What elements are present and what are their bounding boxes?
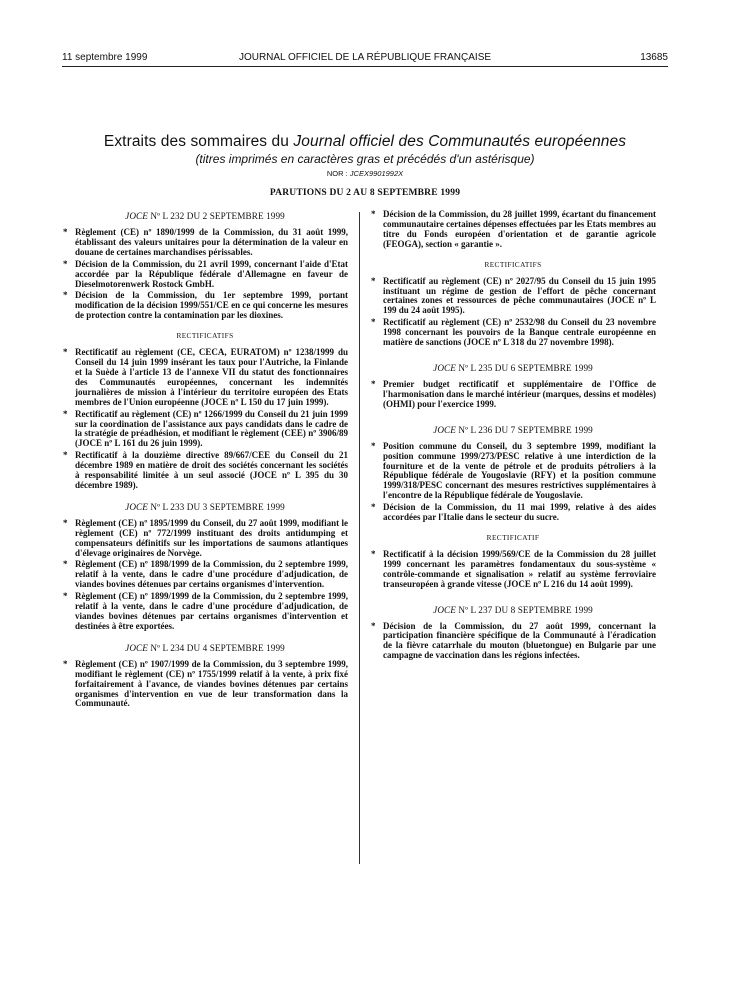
entry-text: Rectificatif au règlement (CE, CECA, EURATOM) nº 1238/1999 du Conseil du 14 juin 1999 insérant les taux pour l'Autriche, la Finlande et la Suède à l'article 13 de l'annexe VII du statut des fonctionnaires des Communautés européennes, concernant les indemnités journalières de mission à l'intérieur du territoire européen des Etats membres de l'Union européenne (JOCE nº L 150 du 17 juin 1999). bbox=[75, 347, 348, 407]
list-item bbox=[62, 410, 348, 450]
asterisk: * bbox=[371, 209, 376, 219]
entry-list bbox=[62, 228, 348, 321]
entry-list bbox=[370, 442, 656, 523]
section-joce: JOCE bbox=[125, 642, 148, 653]
rectificatifs-heading: RECTIFICATIFS bbox=[484, 259, 542, 269]
section-joce: JOCE bbox=[125, 211, 148, 221]
asterisk: * bbox=[371, 440, 376, 451]
list-item bbox=[370, 318, 656, 348]
list-item bbox=[62, 660, 348, 710]
entry-text: Premier budget rectificatif et supplémentaire de l'Office de l'harmonisation dans le marché intérieur (marques, dessins et modèles) (OHMI) pour l'exercice 1999. bbox=[383, 378, 656, 409]
entry-text: Règlement (CE) nº 1899/1999 de la Commission, du 2 septembre 1999, relatif à la vente, dans le cadre d'une procédure d'adjudication, de viandes bovines détenues par certains organismes d'intervention et destinées à être exportées. bbox=[75, 591, 348, 631]
list-item bbox=[370, 550, 656, 590]
entry-list bbox=[62, 519, 348, 632]
running-header bbox=[62, 52, 668, 66]
entry-text: Rectificatif au règlement (CE) nº 2027/95 du Conseil du 15 juin 1995 instituant un régime de gestion de l'effort de pêche concernant certaines zones et ressources de pêche communautaires (JOCE nº L 199 du 24 août 1995). bbox=[383, 275, 656, 316]
list-item bbox=[62, 228, 348, 258]
header-page-number: 13685 bbox=[640, 52, 668, 63]
entry-list bbox=[370, 380, 656, 410]
rectificatifs-heading: RECTIFICATIFS bbox=[176, 331, 234, 341]
asterisk: * bbox=[371, 317, 376, 328]
entry-text: Décision de la Commission, du 21 avril 1999, concernant l'aide d'Etat accordée par la République fédérale d'Allemagne en faveur de Dieselmotorenwerk Rostock GmbH. bbox=[75, 258, 348, 289]
entry-text: Rectificatif à la douzième directive 89/667/CEE du Conseil du 21 décembre 1989 en matière de droit des sociétés concernant les sociétés à responsabilité limitée à un seul associé (JOCE nº L 395 du 30 décembre 1989). bbox=[75, 450, 348, 490]
list-item bbox=[62, 592, 348, 632]
section-joce: JOCE bbox=[433, 362, 456, 373]
section-issue: Nº L 237 DU 8 SEPTEMBRE 1999 bbox=[458, 604, 593, 615]
page-subtitle: (titres imprimés en caractères gras et précédés d'un astérisque) bbox=[195, 152, 535, 166]
asterisk: * bbox=[371, 378, 376, 389]
section-joce: JOCE bbox=[125, 501, 148, 512]
entry-text: Rectificatif à la décision 1999/569/CE de la Commission du 28 juillet 1999 concernant les paramètres fondamentaux du sous-système « contrôle-commande et signalisation » relatif au système ferroviaire transeuropéen à grande vitesse (JOCE nº L 216 du 14 août 1999). bbox=[383, 548, 656, 589]
left-column bbox=[62, 210, 348, 719]
list-item bbox=[62, 348, 348, 407]
list-item bbox=[370, 380, 656, 410]
asterisk: * bbox=[63, 450, 68, 461]
entry-list bbox=[62, 660, 348, 710]
entry-list bbox=[370, 622, 656, 662]
entry-text: Rectificatif au règlement (CE) nº 2532/98 du Conseil du 23 novembre 1998 concernant les pouvoirs de la Banque centrale européenne en matière de sanctions (JOCE nº L 318 du 27 novembre 1998). bbox=[383, 317, 656, 348]
section-joce: JOCE bbox=[433, 604, 456, 615]
asterisk: * bbox=[63, 227, 68, 237]
entry-text: Règlement (CE) nº 1898/1999 de la Commission, du 2 septembre 1999, relatif à la vente, dans le cadre d'une procédure d'adjudication, de viandes bovines détenues par certains organismes d'intervention. bbox=[75, 559, 348, 590]
section-issue: Nº L 235 DU 6 SEPTEMBRE 1999 bbox=[458, 362, 593, 373]
asterisk: * bbox=[371, 502, 376, 513]
list-item bbox=[370, 622, 656, 662]
asterisk: * bbox=[63, 290, 68, 301]
entry-text: Position commune du Conseil, du 3 septembre 1999, modifiant la position commune 1999/273/PESC relative à une interdiction de la fourniture et de la vente de pétrole et de produits pétroliers à la République fédérale de Yougoslavie (RFY) et la position commune 1999/318/PESC concernant des mesures restrictives supplémentaires à l'encontre de la République fédérale de Yougoslavie. bbox=[383, 440, 656, 501]
list-item bbox=[62, 260, 348, 290]
section-heading bbox=[62, 501, 348, 513]
section-issue: Nº L 234 DU 4 SEPTEMBRE 1999 bbox=[150, 642, 285, 653]
rectificatif-list bbox=[62, 348, 348, 491]
list-item bbox=[62, 291, 348, 321]
list-item bbox=[62, 560, 348, 590]
list-item bbox=[370, 442, 656, 501]
rectificatif-list bbox=[370, 277, 656, 348]
entry-text: Décision de la Commission, du 27 août 1999, concernant la participation financière spécifique de la Communauté à l'éradication de la fièvre catarrhale du mouton (bluetongue) en Bulgarie par une campagne de vaccination dans les régions infectées. bbox=[383, 620, 656, 661]
parutions-heading: PARUTIONS DU 2 AU 8 SEPTEMBRE 1999 bbox=[269, 188, 461, 198]
section-heading bbox=[62, 210, 348, 222]
section-joce: JOCE bbox=[433, 424, 456, 435]
page-title bbox=[62, 132, 668, 152]
nor-label: NOR : bbox=[326, 169, 348, 178]
entry-text: Décision de la Commission, du 11 mai 1999, relative à des aides accordées par l'Italie dans le secteur du sucre. bbox=[383, 502, 656, 523]
title-prefix: Extraits des sommaires du bbox=[103, 133, 289, 150]
header-journal-name: JOURNAL OFFICIEL DE LA RÉPUBLIQUE FRANÇAISE bbox=[238, 52, 492, 63]
entry-text: Décision de la Commission, du 1er septembre 1999, portant modification de la décision 1999/551/CE en ce qui concerne les mesures de protection contre la contamination par les dioxines. bbox=[75, 290, 348, 321]
nor-code: JCEX9901992X bbox=[349, 169, 404, 178]
list-item bbox=[370, 210, 656, 250]
section-heading bbox=[370, 424, 656, 436]
asterisk: * bbox=[371, 620, 376, 631]
entry-text: Règlement (CE) nº 1890/1999 de la Commission, du 31 août 1999, établissant des valeurs unitaires pour la détermination de la valeur en douane de certaines marchandises périssables. bbox=[75, 227, 348, 257]
header-date: 11 septembre 1999 bbox=[62, 52, 148, 63]
title-italic-journal: Journal officiel des Communautés européennes bbox=[293, 133, 627, 150]
entry-text: Décision de la Commission, du 28 juillet 1999, écartant du financement communautaire certaines dépenses effectuées par les Etats membres au titre du Fonds européen d'orientation et de garantie agricole (FEOGA), section « garantie ». bbox=[383, 209, 656, 249]
section-issue: Nº L 233 DU 3 SEPTEMBRE 1999 bbox=[150, 501, 285, 512]
section-heading bbox=[62, 642, 348, 654]
nor-reference bbox=[62, 169, 668, 179]
list-item bbox=[370, 277, 656, 317]
asterisk: * bbox=[63, 591, 68, 602]
asterisk: * bbox=[63, 258, 68, 269]
asterisk: * bbox=[371, 275, 376, 286]
section-heading bbox=[370, 604, 656, 616]
entry-text: Règlement (CE) nº 1895/1999 du Conseil, du 27 août 1999, modifiant le règlement (CE) nº 772/1999 instituant des droits antidumping et compensateurs définitifs sur les importations de saumons atlantiques d'élevage originaires de Norvège. bbox=[75, 517, 348, 558]
list-item bbox=[370, 503, 656, 523]
asterisk: * bbox=[63, 658, 68, 669]
asterisk: * bbox=[371, 548, 376, 559]
rectificatif-list bbox=[370, 550, 656, 590]
asterisk: * bbox=[63, 347, 68, 358]
section-issue: Nº L 236 DU 7 SEPTEMBRE 1999 bbox=[458, 424, 593, 435]
asterisk: * bbox=[63, 517, 68, 528]
list-item bbox=[62, 519, 348, 559]
entry-text: Rectificatif au règlement (CE) nº 1266/1999 du Conseil du 21 juin 1999 sur la coordination de l'assistance aux pays candidats dans le cadre de la stratégie de préadhésion, et modifiant le règlement (CEE) nº 3906/89 (JOCE nº L 161 du 26 juin 1999). bbox=[75, 408, 348, 449]
asterisk: * bbox=[63, 559, 68, 570]
asterisk: * bbox=[63, 408, 68, 419]
right-column bbox=[370, 210, 656, 671]
entry-text: Règlement (CE) nº 1907/1999 de la Commission, du 3 septembre 1999, modifiant le règlement (CE) nº 1755/1999 relatif à la vente, à prix fixé forfaitairement à l'avance, de viandes bovines détenues par certains organismes d'intervention en vue de leur transformation dans la Communauté. bbox=[75, 658, 348, 709]
rectificatif-heading: RECTIFICATIF bbox=[486, 532, 540, 542]
list-item bbox=[62, 451, 348, 491]
header-rule bbox=[62, 66, 668, 67]
section-heading bbox=[370, 362, 656, 374]
entry-list bbox=[370, 210, 656, 250]
column-divider bbox=[359, 212, 360, 864]
section-issue: Nº L 232 DU 2 SEPTEMBRE 1999 bbox=[150, 211, 285, 221]
